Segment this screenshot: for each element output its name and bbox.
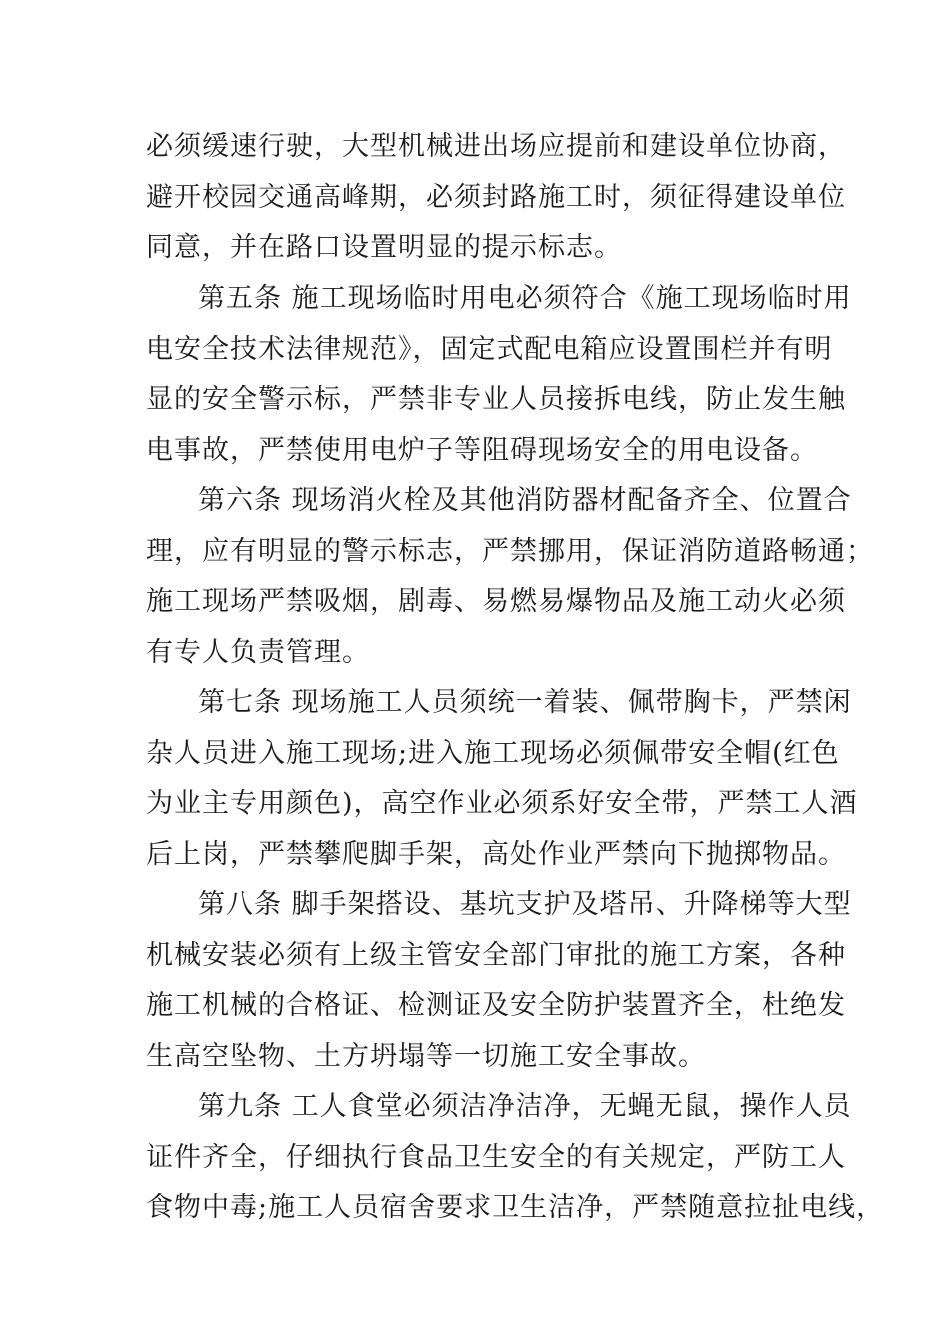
article-6-heading-line: 第六条 现场消火栓及其他消防器材配备齐全、位置合: [198, 485, 852, 516]
body-text-line: 同意，并在路口设置明显的提示标志。: [146, 232, 622, 263]
body-text-line: 显的安全警示标，严禁非专业人员接拆电线，防止发生触: [146, 384, 846, 415]
article-8-heading-line: 第八条 脚手架搭设、基坑支护及塔吊、升降梯等大型: [198, 889, 852, 920]
body-text-line: 电安全技术法律规范》，固定式配电箱应设置围栏并有明: [146, 334, 833, 365]
body-text-line: 必须缓速行驶，大型机械进出场应提前和建设单位协商，: [146, 131, 846, 162]
article-9-heading-line: 第九条 工人食堂必须洁净洁净，无蝇无鼠，操作人员: [198, 1091, 852, 1122]
article-7-heading-line: 第七条 现场施工人员须统一着装、佩带胸卡，严禁闲: [198, 687, 852, 718]
body-text-line: 避开校园交通高峰期，必须封路施工时，须征得建设单位: [146, 182, 846, 213]
body-text-line: 杂人员进入施工现场;进入施工现场必须佩带安全帽(红色: [146, 738, 840, 769]
body-text-line: 施工现场严禁吸烟，剧毒、易燃易爆物品及施工动火必须: [146, 586, 846, 617]
body-text-line: 施工机械的合格证、检测证及安全防护装置齐全，杜绝发: [146, 990, 846, 1021]
body-text-line: 为业主专用颜色)，高空作业必须系好安全带，严禁工人酒: [146, 788, 858, 819]
article-5-heading-line: 第五条 施工现场临时用电必须符合《施工现场临时用: [198, 283, 852, 314]
body-text-line: 有专人负责管理。: [146, 637, 370, 668]
body-text-line: 电事故，严禁使用电炉子等阻碍现场安全的用电设备。: [146, 435, 818, 466]
body-text-line: 证件齐全，仔细执行食品卫生安全的有关规定，严防工人: [146, 1142, 846, 1173]
body-text-line: 理，应有明显的警示标志，严禁挪用，保证消防道路畅通；: [146, 536, 874, 567]
body-text-line: 食物中毒;施工人员宿舍要求卫生洁净，严禁随意拉扯电线，: [146, 1192, 885, 1223]
body-text-line: 生高空坠物、土方坍塌等一切施工安全事故。: [146, 1041, 706, 1072]
body-text-line: 后上岗，严禁攀爬脚手架，高处作业严禁向下抛掷物品。: [146, 839, 846, 870]
body-text-line: 机械安装必须有上级主管安全部门审批的施工方案，各种: [146, 940, 846, 971]
